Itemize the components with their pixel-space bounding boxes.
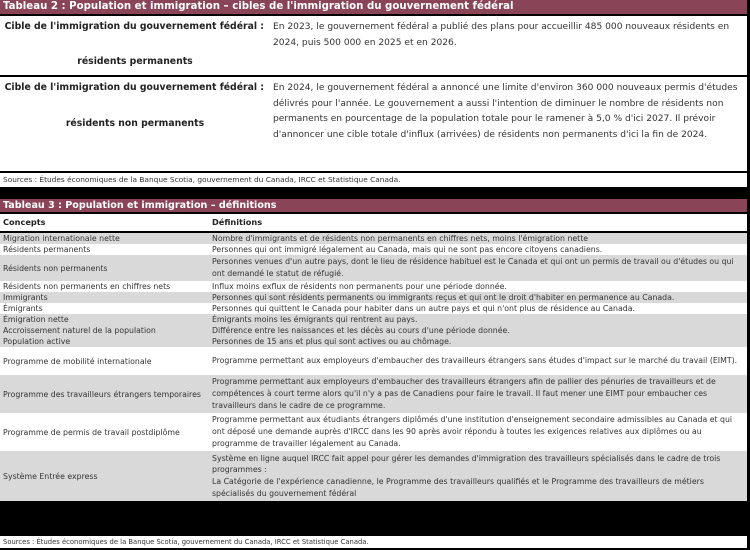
concept-cell: Résidents non permanents en chiffres nets [3,282,171,291]
concept-cell: Population active [3,337,71,346]
row-label-line2: résidents non permanents [65,118,205,129]
definition-cell: Personnes qui quittent le Canada pour habiter dans un autre pays et qui n'ont plus de résidence au Canada. [212,303,635,313]
definition-cell: Programme permettant aux étudiants étrangers diplômés d'une institution d'enseignement secondaire admissibles au Canada et qui ont déposé une demande auprès d'IRCC dans les 90 après avoir répondu à toutes les exigences relatives aux diplômes ou au programme de travailler légalement au Canada. [212,415,733,448]
definition-cell [211,453,747,500]
table-row [0,375,747,413]
row-label-line1: Cible de l'immigration du gouvernement fédéral : [4,21,264,32]
column-header-concepts: Concepts [3,217,46,227]
definition-cell: Nombre d'immigrants et de résidents non permanents en chiffres nets, moins l'émigration nette [212,233,589,243]
definition-cell: Différence entre les naissances et les décès au cours d'une période donnée. [212,325,510,335]
concept-cell: Résidents permanents [3,245,91,254]
definition-cell: Personnes qui ont immigré légalement au Canada, mais qui ne sont pas encore citoyens canadiens. [212,244,603,254]
row-label-line1: Cible de l'immigration du gouvernement fédéral : [4,82,264,93]
concept-cell: Résidents non permanents [3,263,108,273]
table-2-row-permanent-residents [0,14,747,75]
table-row [0,281,747,292]
row-label [0,16,270,75]
table-row [0,325,747,336]
table-row [0,292,747,303]
definition-cell: Personnes venues d'un autre pays, dont le lieu de résidence habituel est le Canada et qui ont un permis de travail ou d'études ou qui ont demandé le statut de réfugié. [212,257,734,278]
definition-cell: Personnes de 15 ans et plus qui sont actives ou au chômage. [212,336,452,346]
table-2-title: Tableau 2 : Population et immigration – cibles de l'immigration du gouvernement fédéral [0,0,747,14]
definition-cell: Émigrants moins les émigrants qui rentrent au pays. [212,314,418,324]
table-2-source: Sources : Études économiques de la Banque Scotia, gouvernement du Canada, IRCC et Statistique Canada. [0,171,747,187]
row-label-line2: résidents permanents [77,56,193,67]
definition-cell: Programme permettant aux employeurs d'embaucher des travailleurs étrangers afin de pallier des pénuries de travailleurs et de compétences à court terme alors qu'il n'y a pas de Canadiens pour faire le travail. Il faut mener une EIMT pour embaucher ces travailleurs dans le cadre de ce programme. [212,377,716,410]
concept-cell: Programme de permis de travail postdiplôme [3,427,180,437]
table-row [0,255,747,281]
row-text: En 2024, le gouvernement fédéral a annoncé une limite d'environ 360 000 nouveaux permis d'études délivrés pour l'année. Le gouvernement a aussi l'intention de diminuer le nombre de résidents non permanents en pourcentage de la population totale pour le ramener à 5,0 % d'ici 2027. Il prévoir d'annoncer une cible totale d'influx (arrivées) de résidents non permanents d'ici la fin de 2024. [273,83,738,140]
table-row [0,314,747,325]
concept-cell: Émigration nette [3,315,69,324]
table-3-source: Sources : Études économiques de la Banque Scotia, gouvernement du Canada, IRCC et Statistique Canada. [0,534,747,548]
definition-line: Système en ligne auquel IRCC fait appel pour gérer les demandes d'immigration des travailleurs spécialisés dans le cadre de trois programmes : [212,453,721,475]
concept-cell: Système Entrée express [3,471,98,481]
definition-line: La Catégorie de l'expérience canadienne, le Programme des travailleurs qualifiés et le Programme des travailleurs de métiers spécialisés du gouvernement fédéral [212,477,704,498]
concept-cell: Accroissement naturel de la population [3,326,156,335]
table-row [0,413,747,451]
table-row [0,233,747,244]
definition-cell: Programme permettant aux employeurs d'embaucher des travailleurs étrangers sans études d'impact sur le marché du travail (EIMT). [212,356,738,366]
table-row [0,244,747,255]
concept-cell: Émigrants [3,304,43,313]
table-3-header [0,212,747,233]
row-text: En 2023, le gouvernement fédéral a publié des plans pour accueillir 485 000 nouveaux résidents en 2024, puis 500 000 en 2025 et en 2026. [273,22,730,48]
column-header-definitions: Définitions [212,217,263,227]
table-3 [0,199,747,501]
concept-cell: Immigrants [3,293,48,302]
table-2 [0,0,747,187]
table-row [0,336,747,347]
table-3-body [0,233,747,501]
concept-cell: Programme des travailleurs étrangers temporaires [3,389,201,399]
concept-cell: Programme de mobilité internationale [3,356,152,366]
table-row [0,451,747,501]
definition-cell: Influx moins exflux de résidents non permanents pour une période donnée. [212,281,507,291]
row-label [0,77,270,171]
table-2-row-non-permanent-residents [0,75,747,171]
table-row [0,303,747,314]
table-row [0,347,747,375]
table-3-title: Tableau 3 : Population et immigration – définitions [0,199,747,212]
definition-cell: Personnes qui sont résidents permanents ou immigrants reçus et qui ont le droit d'habiter en permanence au Canada. [212,292,675,302]
concept-cell: Migration internationale nette [3,234,120,243]
